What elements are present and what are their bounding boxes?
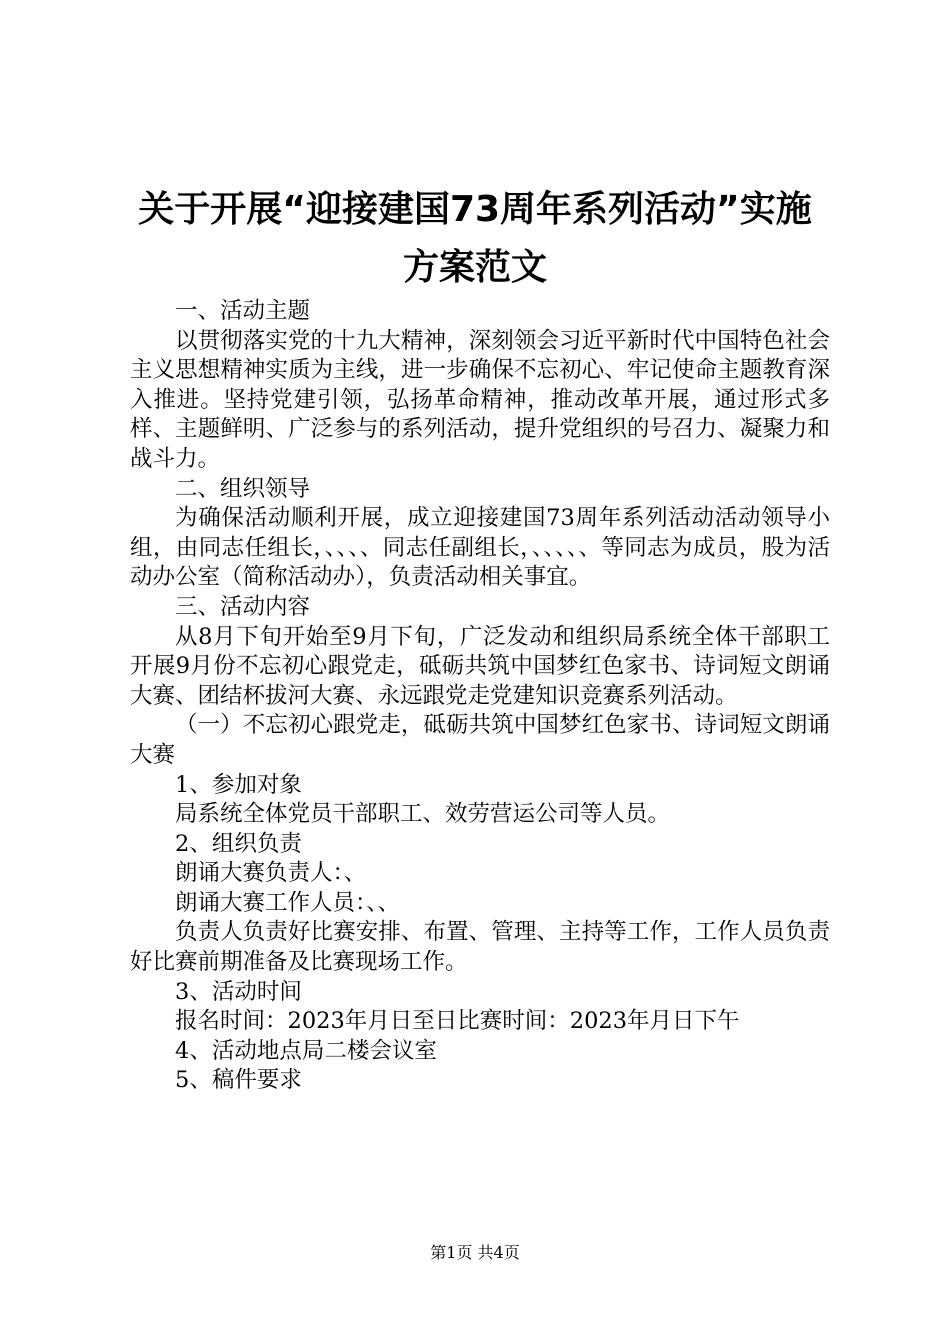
section-heading-leadership: 二、组织领导 (175, 475, 311, 502)
subsection-heading-recital: （一）不忘初心跟党走，砥砺共筑中国梦红色家书、诗词短文朗诵大赛 (130, 712, 830, 768)
document-title-line-2: 方案范文 (402, 247, 547, 288)
item-heading-location: 4、活动地点局二楼会议室 (175, 1037, 437, 1064)
item-heading-manuscript: 5、稿件要求 (175, 1067, 302, 1094)
paragraph-participants: 局系统全体党员干部职工、效劳营运公司等人员。 (175, 801, 671, 828)
document-body (130, 297, 830, 1096)
paragraph-recital-lead: 朗诵大赛负责人：、 (175, 860, 367, 887)
item-heading-participants: 1、参加对象 (175, 771, 302, 798)
item-heading-organization: 2、组织负责 (175, 830, 302, 857)
section-heading-theme: 一、活动主题 (175, 298, 311, 324)
paragraph-theme: 以贯彻落实党的十九大精神，深刻领会习近平新时代中国特色社会主义思想精神实质为主线，进一步确保不忘初心、牢记使命主题教育深入推进。坚持党建引领，弘扬革命精神，推动改革开展，通过形式多样、主题鲜明、广泛参与的系列活动，提升党组织的号召力、凝聚力和战斗力。 (130, 327, 830, 472)
paragraph-leadership: 为确保活动顺利开展，成立迎接建国73周年系列活动活动领导小组，由同志任组长，、、、、同志任副组长，、、、、、等同志为成员，股为活动办公室（简称活动办），负责活动相关事宜。 (130, 505, 830, 591)
document-title-line-1: 关于开展“迎接建国73周年系列活动”实施 (138, 189, 812, 230)
section-heading-content: 三、活动内容 (175, 593, 311, 620)
paragraph-responsibilities: 负责人负责好比赛安排、布置、管理、主持等工作，工作人员负责好比赛前期准备及比赛现场工作。 (130, 919, 830, 976)
paragraph-content: 从8月下旬开始至9月下旬，广泛发动和组织局系统全体干部职工开展9月份不忘初心跟党走，砥砺共筑中国梦红色家书、诗词短文朗诵大赛、团结杯拔河大赛、永远跟党走党建知识竞赛系列活动。 (130, 623, 830, 709)
paragraph-recital-staff: 朗诵大赛工作人员：、、 (175, 889, 401, 916)
item-heading-time: 3、活动时间 (175, 978, 302, 1005)
paragraph-time: 报名时间：2023年月日至日比赛时间：2023年月日下午 (175, 1008, 740, 1035)
page-footer: 第1页 共4页 (430, 1243, 520, 1262)
